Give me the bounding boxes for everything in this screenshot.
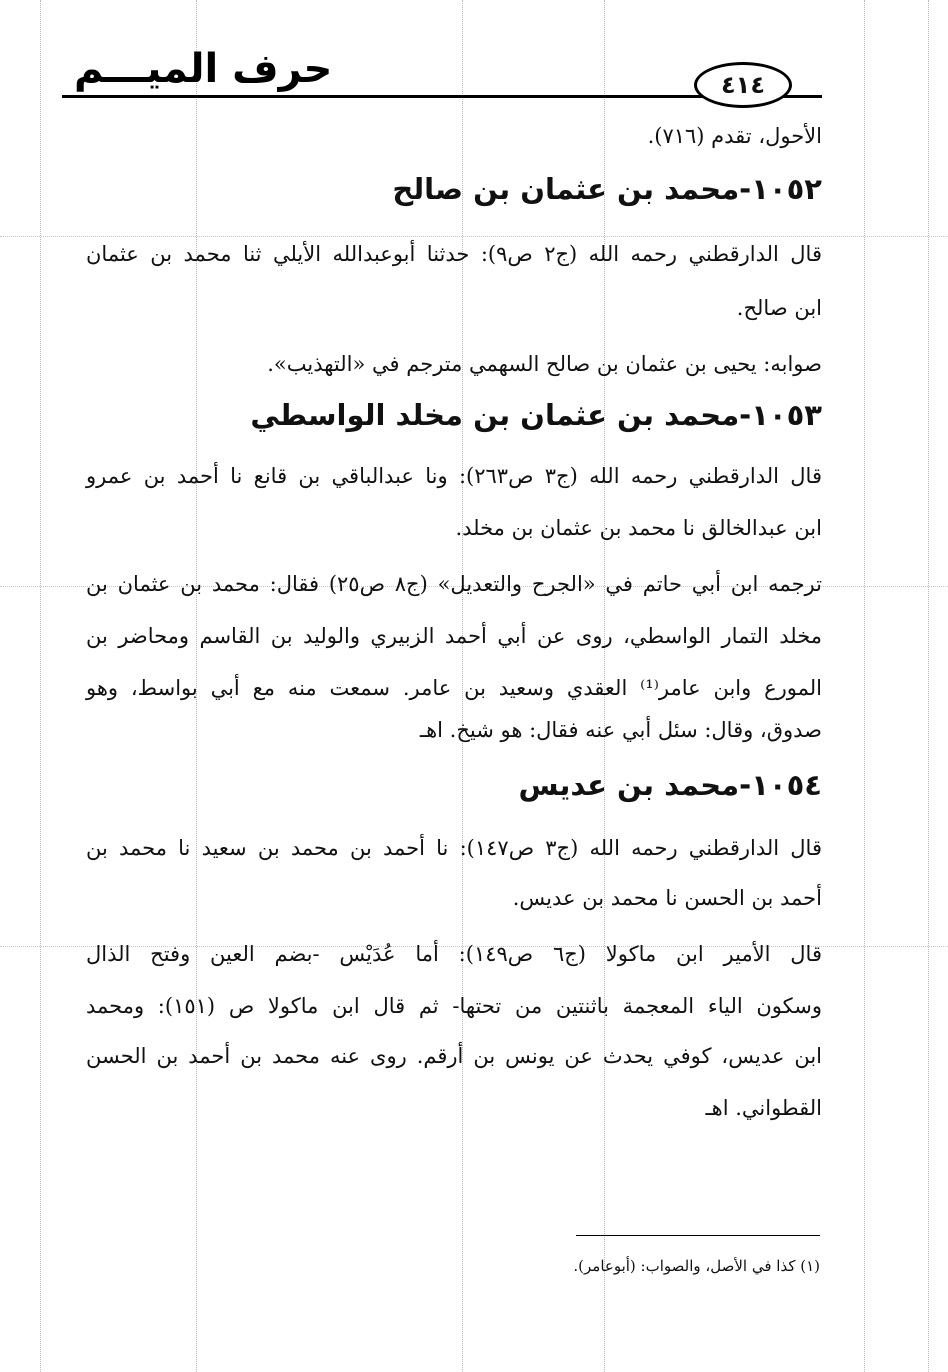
body-line: ابن صالح.: [736, 296, 822, 320]
body-line: ابن عديس، كوفي يحدث عن يونس بن أرقم. روى عنه محمد بن أحمد بن الحسن: [86, 1044, 822, 1068]
scan-dot-line: [0, 236, 948, 237]
body-line: ترجمه ابن أبي حاتم في «الجرح والتعديل» (ج٨ ص٢٥) فقال: محمد بن عثمان بن: [86, 572, 822, 596]
body-line: صدوق، وقال: سئل أبي عنه فقال: هو شيخ. اهـ: [419, 718, 822, 742]
body-line: قال الأمير ابن ماكولا (ج٦ ص١٤٩): أما عُدَيْس -بضم العين وفتح الذال: [86, 942, 822, 966]
body-line: القطواني. اهـ: [705, 1096, 822, 1120]
continuation-line: الأحول، تقدم (٧١٦).: [647, 124, 822, 148]
scan-dot-line: [864, 0, 865, 1372]
body-line: وسكون الياء المعجمة باثنتين من تحتها- ثم قال ابن ماكولا ص (١٥١): ومحمد: [86, 994, 822, 1018]
body-line: ابن عبدالخالق نا محمد بن عثمان بن مخلد.: [455, 516, 822, 540]
footnote: (١) كذا في الأصل، والصواب: (أبوعامر).: [573, 1257, 820, 1275]
scan-dot-line: [40, 0, 41, 1372]
footnote-separator: [576, 1235, 820, 1236]
body-line: أحمد بن الحسن نا محمد بن عديس.: [512, 886, 822, 910]
body-line: المورع وابن عامر⁽¹⁾ العقدي وسعيد بن عامر. سمعت منه مع أبي بواسط، وهو: [86, 676, 822, 700]
body-line: قال الدارقطني رحمه الله (ج٣ ص٢٦٣): ونا عبدالباقي بن قانع نا أحمد بن عمرو: [86, 464, 822, 488]
scan-dot-line: [928, 0, 929, 1372]
entry-heading: ١٠٥٣-محمد بن عثمان بن مخلد الواسطي: [250, 398, 822, 432]
body-line: قال الدارقطني رحمه الله (ج٣ ص١٤٧): نا أحمد بن محمد بن سعيد نا محمد بن: [86, 836, 822, 860]
running-title: حرف الميـــم: [74, 46, 333, 92]
page-number: ٤١٤: [694, 62, 792, 108]
body-line: مخلد التمار الواسطي، روى عن أبي أحمد الزبيري والوليد بن القاسم ومحاضر بن: [86, 624, 822, 648]
page-header: [62, 40, 822, 110]
body-line: قال الدارقطني رحمه الله (ج٢ ص٩): حدثنا أبوعبدالله الأيلي ثنا محمد بن عثمان: [86, 242, 822, 266]
entry-heading: ١٠٥٤-محمد بن عديس: [518, 768, 822, 802]
entry-heading: ١٠٥٢-محمد بن عثمان بن صالح: [392, 172, 822, 206]
body-line: صوابه: يحيى بن عثمان بن صالح السهمي مترجم في «التهذيب».: [267, 352, 822, 376]
